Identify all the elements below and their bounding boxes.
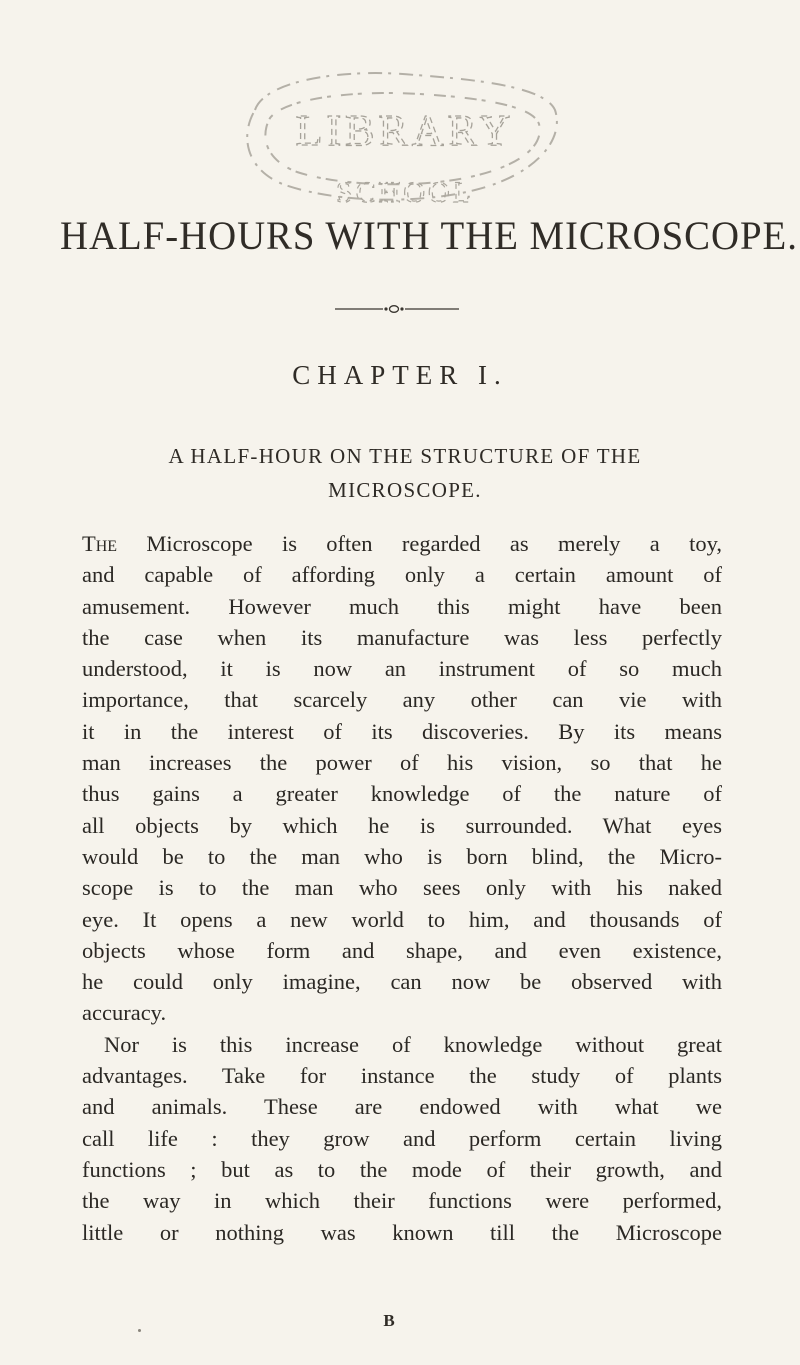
text-line: little or nothing was known till the Microscope (82, 1219, 722, 1245)
text-line: the case when its manufacture was less perfectly (82, 624, 722, 650)
text-line: importance, that scarcely any other can vie with (82, 687, 722, 713)
text-line: understood, it is now an instrument of so much (82, 656, 722, 682)
text-line: scope is to the man who sees only with his naked (82, 875, 722, 901)
text-line: eye. It opens a new world to him, and thousands of (82, 906, 722, 932)
text-line: objects whose form and shape, and even existence, (82, 937, 722, 963)
text-line: thus gains a greater knowledge of the nature of (82, 781, 722, 807)
text-line: man increases the power of his vision, so that he (82, 750, 722, 776)
text-line: amusement. However much this might have been (82, 593, 722, 619)
body-text (82, 528, 722, 1248)
text-line: functions ; but as to the mode of their growth, and (82, 1156, 722, 1182)
lead-word: The (82, 531, 118, 556)
text-line: it in the interest of its discoveries. By its means (82, 718, 722, 744)
stamp-library-text: LIBRARY (295, 106, 515, 155)
text-line: advantages. Take for instance the study of plants (82, 1063, 722, 1089)
text-line: and animals. These are endowed with what we (82, 1094, 722, 1120)
book-title: HALF-HOURS WITH THE MICROSCOPE. (60, 213, 798, 258)
text-line: accuracy. (82, 1000, 167, 1026)
paper-speck (138, 1329, 141, 1332)
text-line: The Microscope is often regarded as merely a toy, (82, 531, 722, 556)
text-line: and capable of affording only a certain amount of (82, 562, 722, 588)
text-line: all objects by which he is surrounded. What eyes (82, 812, 722, 838)
text-line: the way in which their functions were performed, (82, 1188, 722, 1214)
text-line: call life : they grow and perform certain living (82, 1125, 722, 1151)
chapter-title-line: MICROSCOPE. (328, 478, 482, 502)
text-line: Nor is this increase of knowledge without great (104, 1031, 722, 1057)
divider-ornament (335, 304, 459, 314)
library-stamp (215, 40, 575, 215)
text-line: would be to the man who is born blind, the Micro- (82, 843, 722, 869)
chapter-title-line: A HALF-HOUR ON THE STRUCTURE OF THE (168, 444, 642, 468)
text-line: he could only imagine, can now be observed with (82, 969, 722, 995)
chapter-title (100, 439, 710, 507)
chapter-heading: CHAPTER I. (292, 360, 508, 390)
signature-mark: B (383, 1311, 395, 1330)
stamp-school-text: SCHOOL (335, 176, 475, 209)
